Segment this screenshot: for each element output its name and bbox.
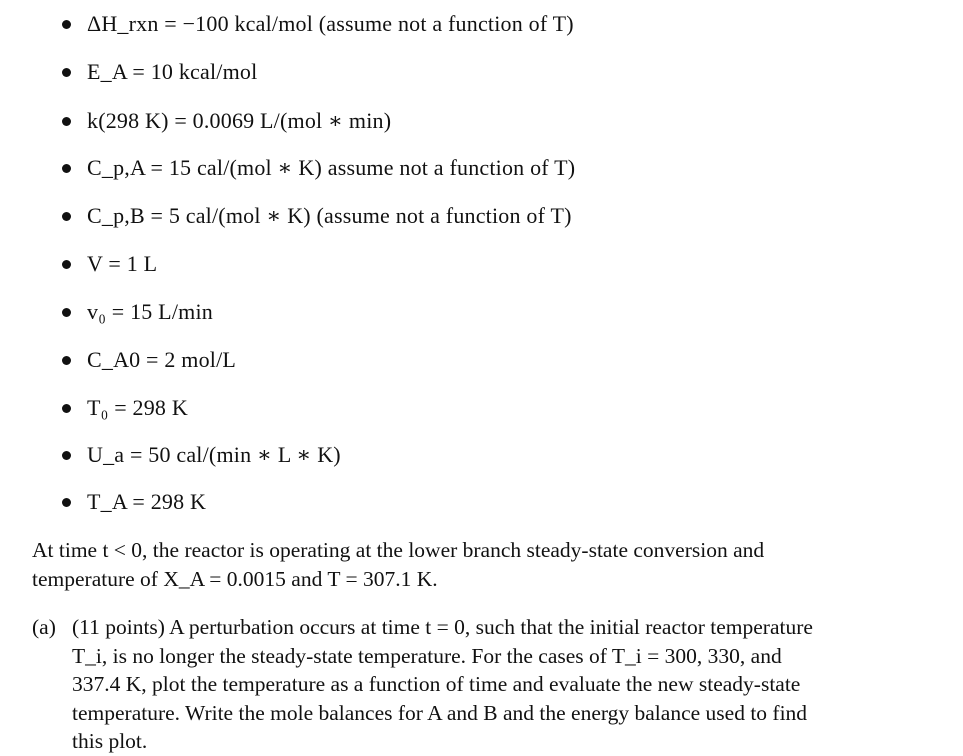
paragraph-line: temperature. Write the mole balances for A and B and the energy balance used to find — [72, 700, 808, 725]
bullet-icon — [62, 20, 71, 29]
parameter-text: E_A = 10 kcal/mol — [87, 59, 258, 84]
question-part-a — [32, 613, 948, 756]
list-item — [62, 247, 157, 281]
parameter-text: C_A0 = 2 mol/L — [87, 347, 237, 372]
bullet-icon — [62, 308, 71, 317]
parameter-text: T₀ = 298 K — [87, 395, 188, 420]
paragraph-line: this plot. — [72, 729, 148, 753]
list-item — [62, 295, 213, 329]
part-label: (a) — [32, 615, 56, 639]
parameter-text: U_a = 50 cal/(min ∗ L ∗ K) — [87, 442, 341, 467]
condition-paragraph — [32, 536, 948, 593]
bullet-icon — [62, 260, 71, 269]
paragraph-line: 337.4 K, plot the temperature as a function of time and evaluate the new steady-state — [72, 672, 801, 696]
parameter-text: k(298 K) = 0.0069 L/(mol ∗ min) — [87, 108, 392, 133]
list-item — [62, 104, 391, 138]
list-item — [62, 151, 575, 185]
paragraph-line: temperature of X_A = 0.0015 and T = 307.1 K. — [32, 566, 438, 591]
paragraph-line: At time t < 0, the reactor is operating at the lower branch steady-state conversion and — [32, 538, 765, 562]
bullet-icon — [62, 117, 71, 126]
list-item — [62, 438, 341, 472]
list-item — [62, 7, 574, 41]
list-item — [62, 343, 236, 377]
parameter-text: ΔH_rxn = −100 kcal/mol (assume not a function of T) — [87, 11, 574, 36]
bullet-icon — [62, 451, 71, 460]
bullet-icon — [62, 498, 71, 507]
parameter-text: C_p,B = 5 cal/(mol ∗ K) (assume not a function of T) — [87, 203, 572, 228]
paragraph-line: (11 points) A perturbation occurs at time t = 0, such that the initial reactor temperature — [72, 615, 813, 639]
bullet-icon — [62, 164, 71, 173]
bullet-icon — [62, 68, 71, 77]
list-item — [62, 55, 257, 89]
paragraph-line: T_i, is no longer the steady-state temperature. For the cases of T_i = 300, 330, and — [72, 643, 782, 668]
parameter-text: T_A = 298 K — [87, 489, 207, 514]
parameter-text: C_p,A = 15 cal/(mol ∗ K) assume not a function of T) — [87, 155, 576, 180]
list-item — [62, 391, 188, 425]
bullet-icon — [62, 404, 71, 413]
parameter-text: V = 1 L — [87, 251, 158, 276]
part-body — [72, 613, 948, 756]
bullet-icon — [62, 356, 71, 365]
list-item — [62, 199, 572, 233]
list-item — [62, 485, 206, 519]
parameter-text: v₀ = 15 L/min — [87, 299, 213, 324]
bullet-icon — [62, 212, 71, 221]
